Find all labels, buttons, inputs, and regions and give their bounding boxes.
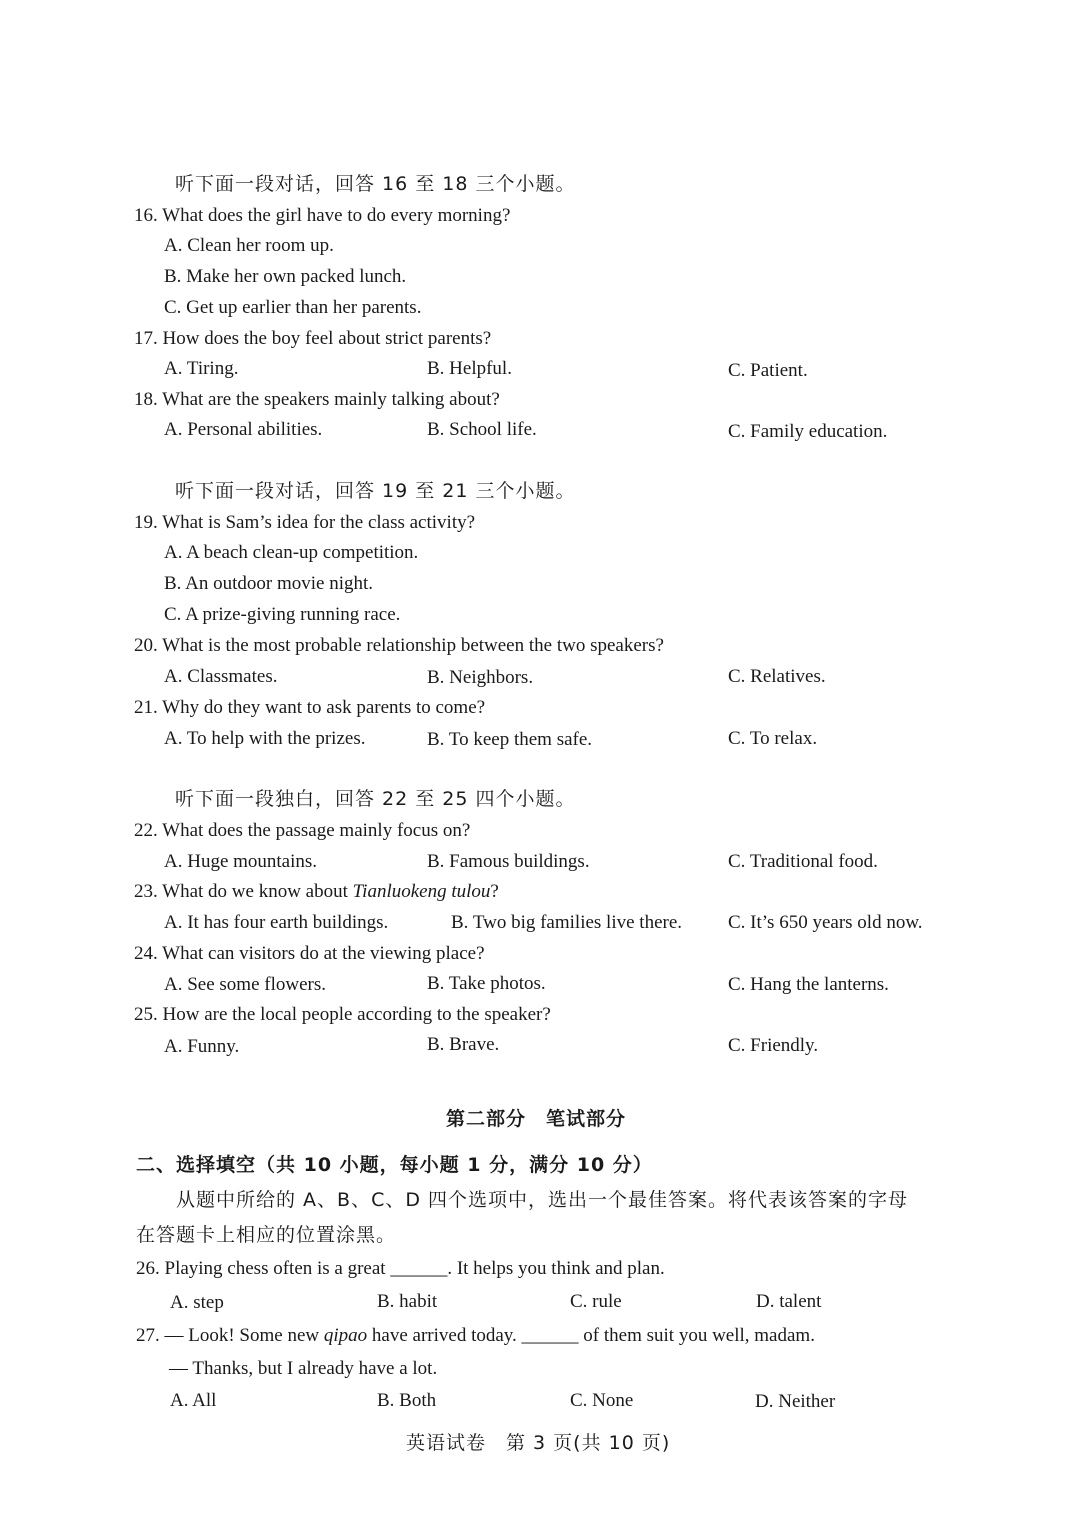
question-23 (134, 880, 499, 904)
option-26c: C. rule (570, 1291, 622, 1312)
section-intro-16-18: 听下面一段对话，回答 16 至 18 三个小题。 (175, 173, 576, 195)
option-20b: B. Neighbors. (427, 667, 534, 688)
option-24b: B. Take photos. (427, 973, 546, 994)
instruction-line-2: 在答题卡上相应的位置涂黑。 (136, 1224, 397, 1246)
option-16a: A. Clean her room up. (164, 235, 334, 256)
option-20a: A. Classmates. (164, 666, 278, 687)
option-25a: A. Funny. (164, 1036, 240, 1057)
option-16c: C. Get up earlier than her parents. (164, 297, 422, 318)
option-22a: A. Huge mountains. (164, 851, 318, 872)
question-25: 25. How are the local people according to the speaker? (134, 1004, 551, 1025)
option-19c: C. A prize-giving running race. (164, 604, 401, 625)
question-24: 24. What can visitors do at the viewing place? (134, 943, 485, 964)
option-18b: B. School life. (427, 419, 537, 440)
option-23b: B. Two big families live there. (451, 912, 683, 933)
question-27-reply: — Thanks, but I already have a lot. (169, 1358, 438, 1379)
question-23-suffix: ? (490, 881, 499, 902)
option-21a: A. To help with the prizes. (164, 728, 366, 749)
question-16: 16. What does the girl have to do every morning? (134, 205, 511, 226)
option-23a: A. It has four earth buildings. (164, 912, 389, 933)
question-19: 19. What is Sam’s idea for the class activity? (134, 512, 476, 533)
option-18a: A. Personal abilities. (164, 419, 323, 440)
option-19a: A. A beach clean-up competition. (164, 542, 419, 563)
question-22: 22. What does the passage mainly focus on? (134, 820, 471, 841)
question-18: 18. What are the speakers mainly talking about? (134, 389, 500, 410)
option-24c: C. Hang the lanterns. (728, 974, 889, 995)
option-26a: A. step (170, 1292, 224, 1313)
option-26b: B. habit (377, 1291, 438, 1312)
option-18c: C. Family education. (728, 421, 888, 442)
question-17: 17. How does the boy feel about strict parents? (134, 328, 492, 349)
option-19b: B. An outdoor movie night. (164, 573, 373, 594)
option-27d: D. Neither (755, 1391, 836, 1412)
question-27 (136, 1324, 815, 1348)
section-intro-19-21: 听下面一段对话，回答 19 至 21 三个小题。 (175, 480, 576, 502)
question-23-italic: Tianluokeng tulou (352, 881, 491, 902)
option-20c: C. Relatives. (728, 666, 826, 687)
option-26d: D. talent (756, 1291, 822, 1312)
page-footer: 英语试卷 第 3 页(共 10 页) (406, 1432, 671, 1454)
option-27b: B. Both (377, 1390, 437, 1411)
option-23c: C. It’s 650 years old now. (728, 912, 923, 933)
question-27-italic: qipao (323, 1325, 368, 1346)
option-22c: C. Traditional food. (728, 851, 878, 872)
option-17a: A. Tiring. (164, 358, 239, 379)
option-24a: A. See some flowers. (164, 974, 326, 995)
option-27c: C. None (570, 1390, 634, 1411)
question-23-prefix: 23. What do we know about (134, 881, 353, 902)
question-20: 20. What is the most probable relationship between the two speakers? (134, 635, 664, 656)
option-17b: B. Helpful. (427, 358, 512, 379)
option-27a: A. All (170, 1390, 217, 1411)
section-intro-22-25: 听下面一段独白，回答 22 至 25 四个小题。 (175, 788, 576, 810)
instruction-line-1: 从题中所给的 A、B、C、D 四个选项中，选出一个最佳答案。将代表该答案的字母 (176, 1189, 909, 1211)
option-21b: B. To keep them safe. (427, 729, 593, 750)
option-22b: B. Famous buildings. (427, 851, 590, 872)
question-27-suffix: have arrived today. ______ of them suit you well, madam. (367, 1325, 815, 1346)
question-27-prefix: 27. — Look! Some new (136, 1325, 324, 1346)
question-26: 26. Playing chess often is a great ______. It helps you think and plan. (136, 1258, 665, 1279)
option-16b: B. Make her own packed lunch. (164, 266, 407, 287)
part2-title: 第二部分 笔试部分 (446, 1108, 627, 1130)
option-25c: C. Friendly. (728, 1035, 819, 1056)
option-21c: C. To relax. (728, 728, 818, 749)
section-heading-choice: 二、选择填空（共 10 小题，每小题 1 分，满分 10 分） (136, 1154, 653, 1176)
question-21: 21. Why do they want to ask parents to come? (134, 697, 486, 718)
option-25b: B. Brave. (427, 1034, 500, 1055)
option-17c: C. Patient. (728, 360, 808, 381)
